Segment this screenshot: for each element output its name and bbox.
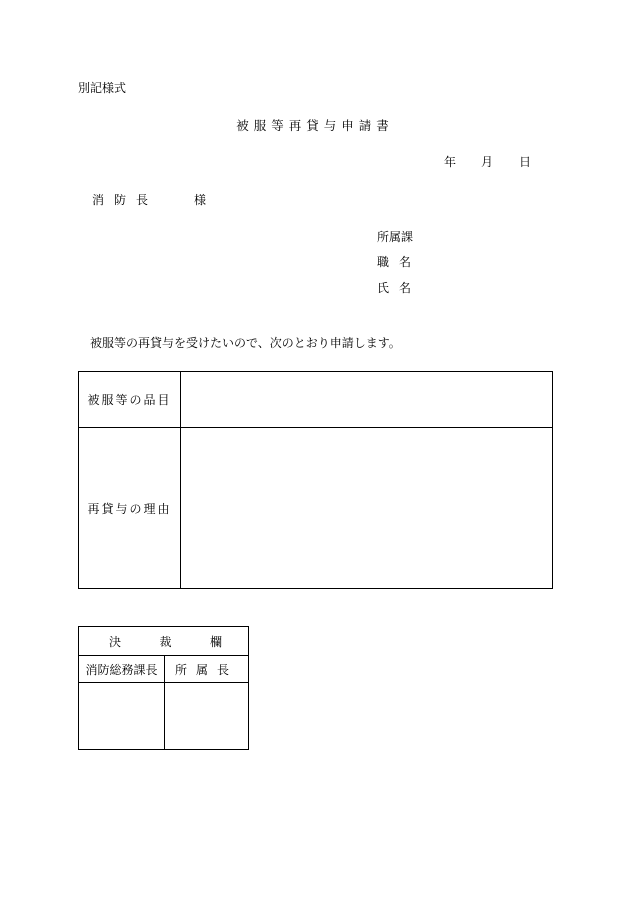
approval-header-char-3: 欄 — [209, 634, 222, 649]
date-line — [444, 156, 531, 168]
recipient-name: 消防長 — [92, 193, 159, 207]
document-title: 被服等再貸与申請書 — [236, 118, 394, 133]
date-year-label: 年 — [444, 155, 457, 169]
reason-field[interactable] — [181, 428, 553, 589]
approval-header-char-1: 決 — [109, 634, 122, 649]
applicant-position-label: 職名 — [377, 255, 422, 269]
approval-stamps-row — [79, 683, 249, 750]
approval-stamp-general-affairs-chief[interactable] — [79, 683, 165, 750]
date-day-label: 日 — [519, 155, 532, 169]
approval-role-general-affairs-chief: 消防総務課長 — [79, 656, 165, 683]
recipient-honorific: 様 — [194, 193, 207, 207]
applicant-department-label: 所属課 — [377, 230, 414, 244]
reason-row — [79, 428, 553, 589]
date-month-label: 月 — [481, 155, 494, 169]
approval-header-char-2: 裁 — [159, 634, 172, 649]
applicant-name-label: 氏名 — [377, 281, 422, 295]
approval-roles-row — [79, 656, 249, 683]
items-label: 被服等の品目 — [79, 372, 181, 428]
request-statement: 被服等の再貸与を受けたいので、次のとおり申請します。 — [90, 336, 401, 350]
approval-role-unit-chief-label: 所属長 — [174, 662, 238, 677]
form-label: 別記様式 — [78, 81, 127, 95]
approval-table — [78, 626, 249, 750]
request-table — [78, 371, 553, 589]
reason-label: 再貸与の理由 — [79, 428, 181, 589]
approval-role-unit-chief — [165, 656, 249, 683]
approval-stamp-unit-chief[interactable] — [165, 683, 249, 750]
items-row — [79, 372, 553, 428]
recipient-line — [92, 194, 206, 206]
items-field[interactable] — [181, 372, 553, 428]
approval-header-row — [79, 627, 249, 656]
approval-header — [79, 627, 249, 656]
